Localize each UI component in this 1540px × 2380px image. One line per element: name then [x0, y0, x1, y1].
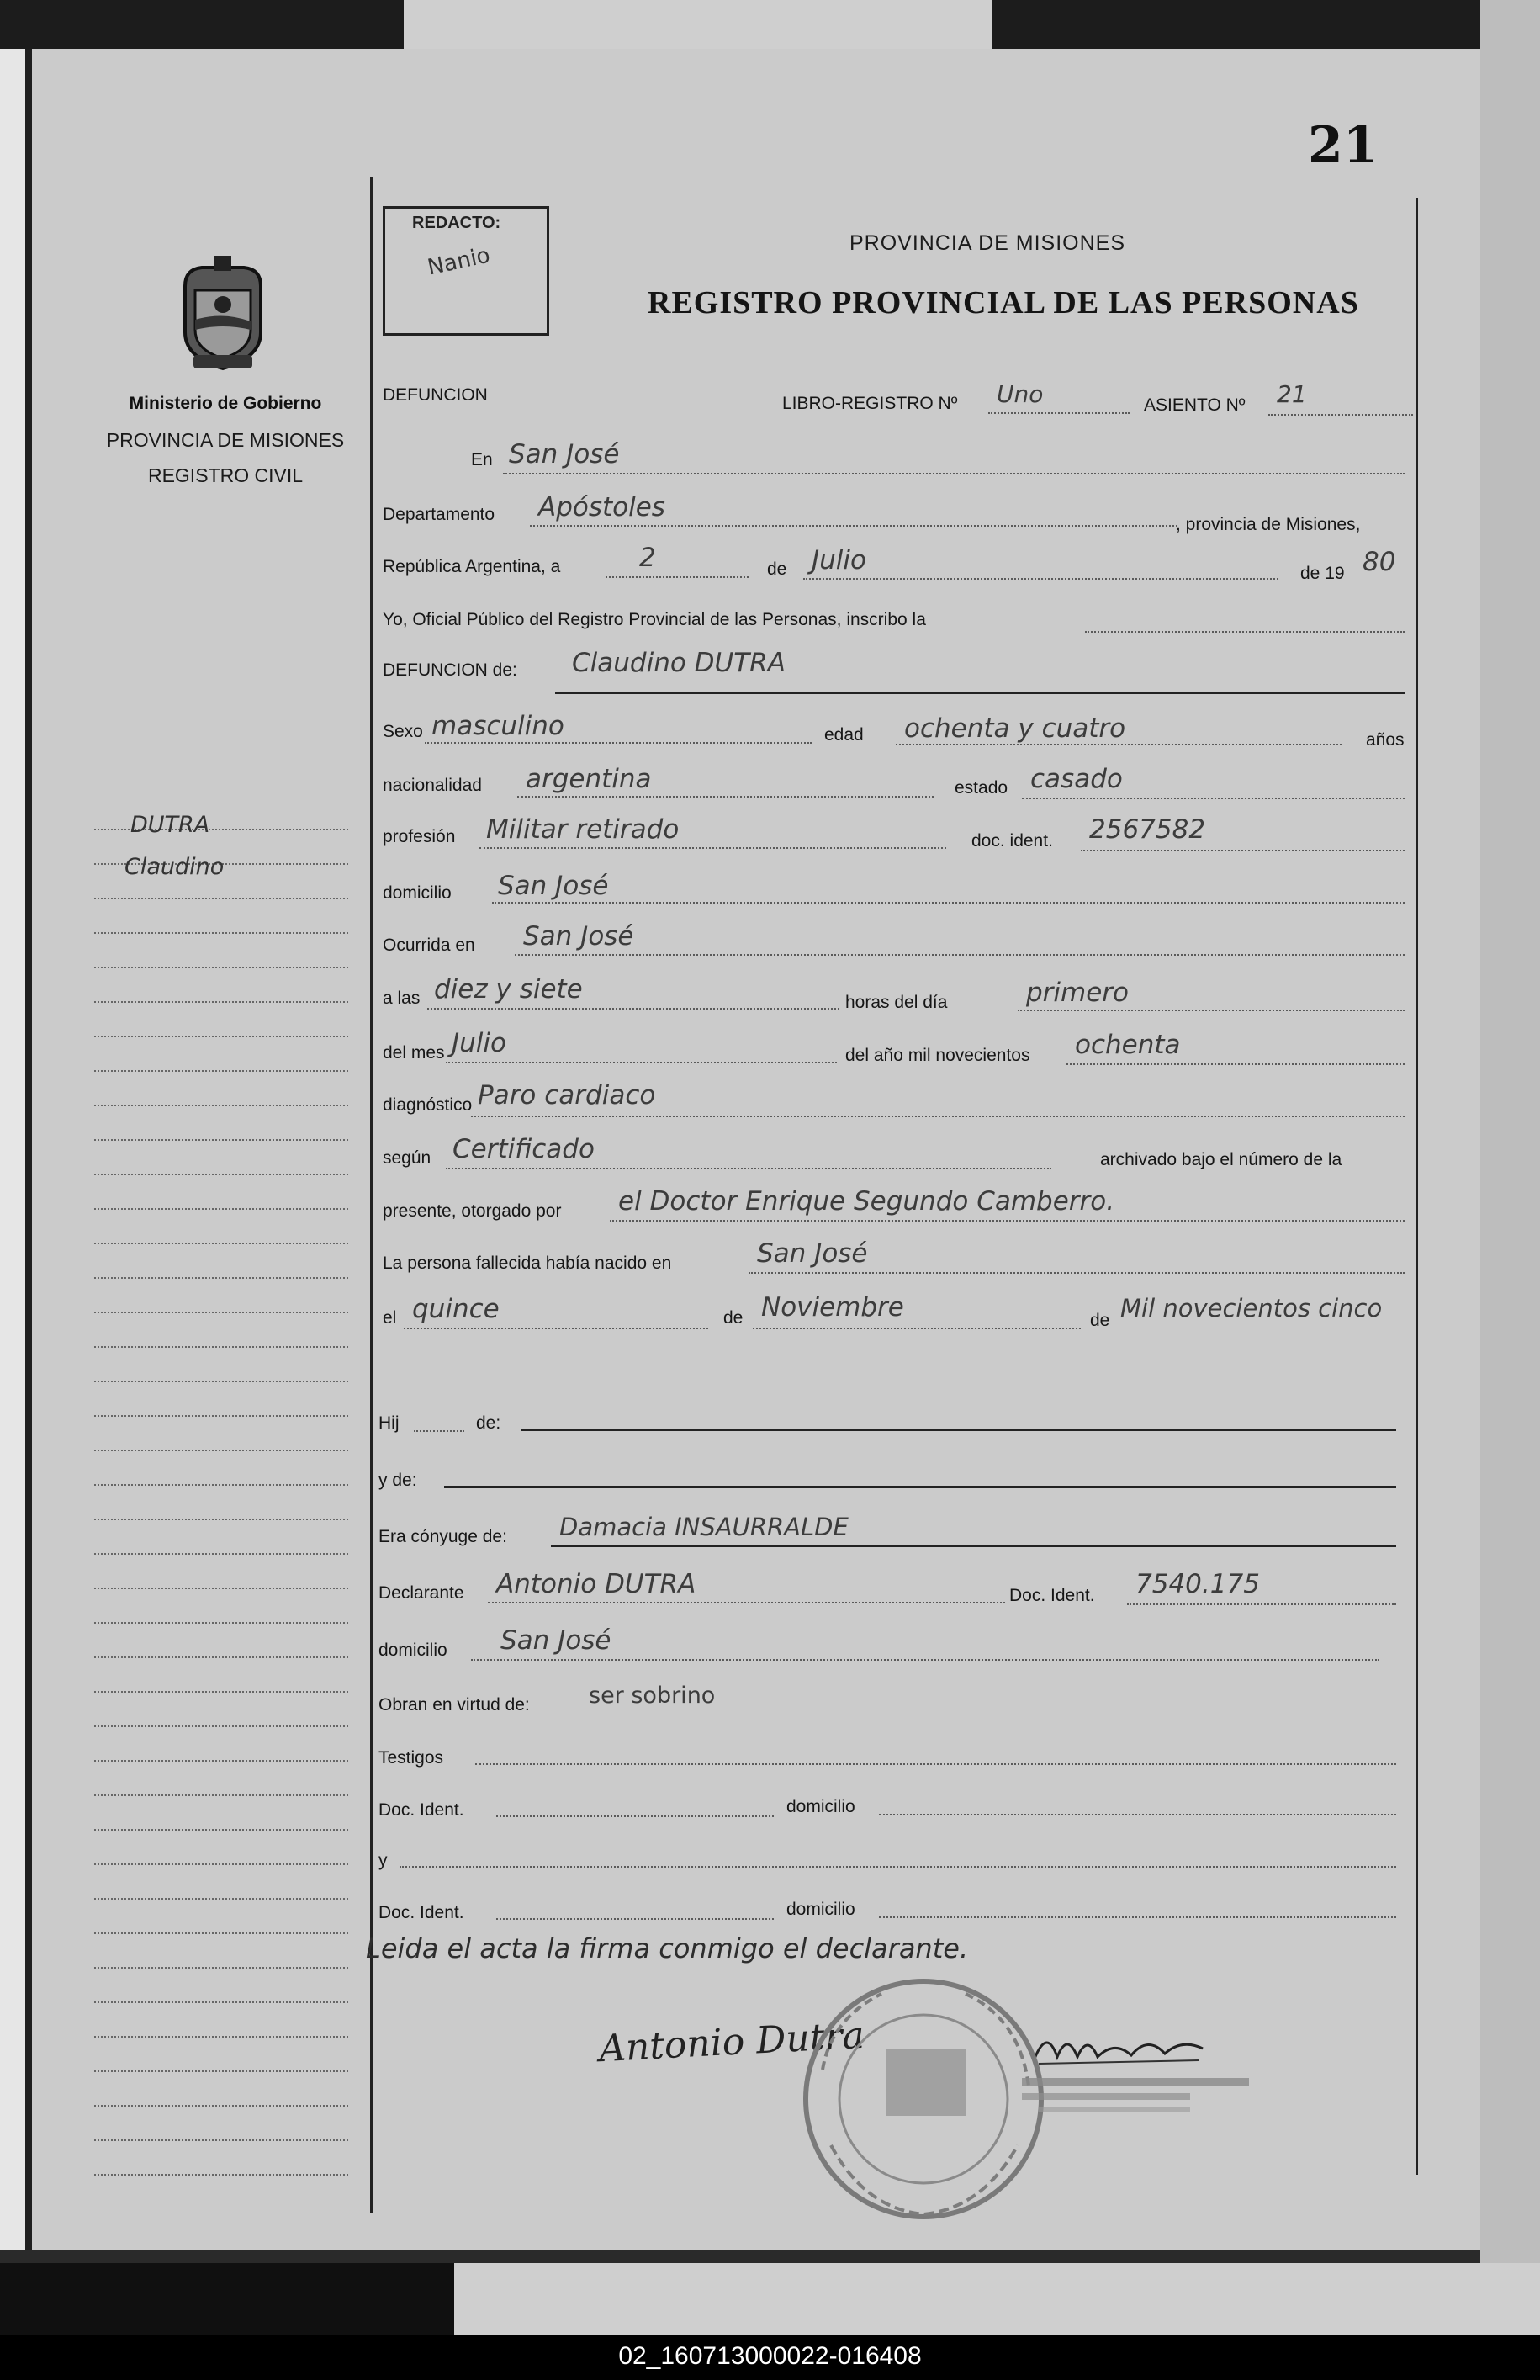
background-right [1480, 0, 1540, 2380]
testigo2-doc-label: Doc. Ident. [378, 1903, 464, 1922]
dia-line [1018, 1010, 1405, 1011]
yo-line [1085, 631, 1405, 633]
margin-ruled-line [94, 1794, 348, 1796]
estado-value: casado [1030, 764, 1123, 794]
sexo-value: masculino [431, 711, 564, 741]
birth-month-line [753, 1328, 1081, 1329]
declarant-signature: Antonio Dutra [597, 2013, 865, 2071]
ministry-province: PROVINCIA DE MISIONES [106, 429, 345, 451]
libro-line [988, 412, 1130, 414]
ministry-registry: REGISTRO CIVIL [147, 464, 304, 486]
margin-ruled-line [94, 1174, 348, 1175]
obran-value: ser sobrino [589, 1683, 716, 1709]
margin-ruled-line [94, 1312, 348, 1313]
nacido-value: San José [757, 1238, 868, 1269]
hij-line [414, 1430, 464, 1432]
month-line [803, 578, 1278, 580]
doc-ident-value: 2567582 [1089, 814, 1206, 845]
redacto-box [383, 206, 549, 336]
coat-of-arms-icon [168, 252, 278, 374]
margin-ruled-line [94, 1105, 348, 1106]
declarante-doc-line [1127, 1603, 1396, 1605]
margin-ruled-line [94, 1001, 348, 1003]
registry-header: REGISTRO PROVINCIAL DE LAS PERSONAS [648, 285, 1359, 321]
testigos-label: Testigos [378, 1748, 444, 1768]
profesion-label: profesión [383, 827, 456, 846]
margin-ruled-line [94, 1932, 348, 1934]
presente-line [610, 1220, 1405, 1222]
margin-ruled-line [94, 1381, 348, 1382]
ocurrida-value: San José [523, 921, 634, 951]
birth-year-value: Mil novecientos cinco [1120, 1294, 1383, 1323]
declarante-domicilio-value: San José [500, 1625, 611, 1656]
doc-ident-line [1081, 850, 1405, 851]
ano-line [1066, 1063, 1405, 1065]
declarante-value: Antonio DUTRA [496, 1569, 696, 1599]
nacido-line [749, 1272, 1405, 1274]
birth-de-label: de [723, 1308, 744, 1328]
margin-ruled-line [94, 898, 348, 899]
margin-ruled-line [94, 2139, 348, 2141]
departamento-value: Apóstoles [538, 492, 665, 522]
obran-label: Obran en virtud de: [378, 1695, 530, 1715]
anos-label: años [1366, 730, 1405, 750]
margin-ruled-line [94, 1484, 348, 1486]
ministry-name: Ministerio de Gobierno [129, 394, 322, 413]
del-ano-label: del año mil novecientos [845, 1046, 1030, 1065]
margin-ruled-line [94, 932, 348, 934]
en-value: San José [509, 439, 620, 469]
ocurrida-label: Ocurrida en [383, 936, 475, 955]
presente-value: el Doctor Enrique Segundo Camberro. [618, 1186, 1115, 1217]
birth-day-value: quince [412, 1294, 500, 1324]
closing-statement: Leida el acta la firma conmigo el declarante. [366, 1932, 969, 1964]
birth-month-value: Noviembre [761, 1292, 904, 1323]
domicilio-line [492, 902, 1405, 904]
margin-given-name: Claudino [124, 854, 225, 880]
testigo-y-line [400, 1866, 1396, 1868]
diagnostico-label: diagnóstico [383, 1095, 473, 1115]
domicilio-label: domicilio [383, 883, 452, 903]
province-header: PROVINCIA DE MISIONES [849, 231, 1126, 255]
domicilio-value: San José [498, 871, 609, 901]
ocurrida-line [515, 954, 1405, 956]
conyuge-value: Damacia INSAURRALDE [559, 1513, 849, 1541]
day-value: 2 [639, 543, 656, 573]
margin-ruled-line [94, 1070, 348, 1072]
mes-value: Julio [452, 1028, 506, 1058]
deceased-name-line [555, 692, 1405, 694]
testigo2-domicilio-line [879, 1916, 1396, 1918]
margin-ruled-line [94, 2105, 348, 2107]
margin-ruled-line [94, 1656, 348, 1658]
testigos-line [475, 1763, 1396, 1765]
year-prefix: de 19 [1300, 564, 1345, 583]
hij-label: Hij [378, 1413, 400, 1433]
declarante-domicilio-line [471, 1659, 1379, 1661]
deceased-name: Claudino DUTRA [572, 648, 786, 678]
conyuge-label: Era cónyuge de: [378, 1527, 507, 1546]
official-signature [1030, 2023, 1207, 2074]
declarante-doc-label: Doc. Ident. [1009, 1586, 1095, 1605]
margin-ruled-line [94, 1829, 348, 1831]
margin-ruled-line [94, 2070, 348, 2072]
margin-ruled-line [94, 967, 348, 968]
el-label: el [383, 1308, 397, 1328]
diagnostico-line [471, 1116, 1405, 1117]
testigo2-domicilio-label: domicilio [786, 1900, 855, 1919]
declarante-label: Declarante [378, 1583, 464, 1603]
record-type-label: DEFUNCION [383, 385, 488, 405]
testigo2-doc-line [496, 1918, 774, 1920]
edad-label: edad [824, 725, 864, 745]
day-line [606, 576, 749, 578]
yo-text: Yo, Oficial Público del Registro Provincial de las Personas, inscribo la [383, 610, 926, 629]
estado-label: estado [955, 778, 1008, 798]
a-las-line [427, 1008, 839, 1010]
presente-label: presente, otorgado por [383, 1201, 562, 1221]
right-border [1416, 198, 1418, 2175]
en-line [503, 473, 1405, 474]
margin-ruled-line [94, 1691, 348, 1693]
margin-ruled-line [94, 2001, 348, 2003]
segun-value: Certificado [452, 1134, 595, 1164]
hij-de-line [521, 1429, 1396, 1431]
margin-ruled-line [94, 1588, 348, 1589]
official-stamp-icon [797, 1969, 1050, 2229]
del-mes-label: del mes [383, 1043, 445, 1063]
margin-ruled-line [94, 1553, 348, 1555]
profesion-value: Militar retirado [486, 814, 680, 845]
segun-line [446, 1168, 1051, 1169]
testigo-y-label: y [378, 1851, 388, 1870]
declarante-domicilio-label: domicilio [378, 1641, 447, 1660]
doc-ident-label: doc. ident. [971, 831, 1053, 851]
background-bottom-light [454, 2263, 1540, 2335]
conyuge-line [551, 1545, 1396, 1547]
official-seal-text-icon [1022, 2071, 1257, 2122]
y-de-label: y de: [378, 1471, 417, 1490]
departamento-label: Departamento [383, 505, 495, 524]
sexo-line [425, 742, 812, 744]
testigo1-doc-line [496, 1815, 774, 1817]
declarante-doc-value: 7540.175 [1135, 1569, 1260, 1599]
margin-ruled-line [94, 1036, 348, 1037]
margin-ruled-line [94, 1450, 348, 1451]
asiento-line [1268, 414, 1413, 416]
diagnostico-value: Paro cardiaco [478, 1080, 656, 1110]
margin-ruled-line [94, 1346, 348, 1348]
departamento-line [530, 525, 1177, 527]
margin-ruled-line [94, 1277, 348, 1279]
edad-line [896, 744, 1342, 745]
margin-ruled-line [94, 1760, 348, 1762]
testigo1-doc-label: Doc. Ident. [378, 1800, 464, 1820]
nacido-label: La persona fallecida había nacido en [383, 1254, 672, 1273]
edad-value: ochenta y cuatro [904, 713, 1126, 744]
page-number: 21 [1308, 116, 1379, 175]
segun-label: según [383, 1148, 431, 1168]
nacionalidad-line [517, 796, 934, 798]
year-value: 80 [1363, 547, 1396, 577]
hij-de-label: de: [476, 1413, 501, 1433]
margin-ruled-line [94, 1725, 348, 1727]
book-spine-edge [0, 49, 25, 2250]
margin-ruled-line [94, 1863, 348, 1865]
sexo-label: Sexo [383, 722, 423, 741]
birth-day-line [404, 1328, 708, 1329]
provincia-suffix: , provincia de Misiones, [1176, 515, 1361, 534]
margin-ruled-line [94, 1139, 348, 1141]
margin-ruled-line [94, 2174, 348, 2176]
testigo1-domicilio-line [879, 1814, 1396, 1815]
libro-label: LIBRO-REGISTRO Nº [782, 394, 958, 413]
de-label: de [767, 559, 787, 579]
redacto-label: REDACTO: [412, 214, 501, 232]
republica-label: República Argentina, a [383, 557, 561, 576]
nacionalidad-value: argentina [526, 764, 652, 794]
margin-ruled-line [94, 1519, 348, 1520]
estado-line [1022, 798, 1405, 799]
testigo1-domicilio-label: domicilio [786, 1797, 855, 1816]
margin-ruled-line [94, 1622, 348, 1624]
mes-line [446, 1062, 837, 1063]
a-las-value: diez y siete [434, 974, 583, 1004]
archivado-label: archivado bajo el número de la [1100, 1150, 1342, 1169]
declarante-line [488, 1602, 1005, 1603]
nacionalidad-label: nacionalidad [383, 776, 482, 795]
redacto-value: Nanio [425, 242, 493, 281]
libro-value: Uno [997, 380, 1044, 408]
background-strip [404, 0, 992, 52]
margin-ruled-line [94, 2036, 348, 2038]
ano-value: ochenta [1075, 1030, 1181, 1060]
defuncion-de-label: DEFUNCION de: [383, 660, 517, 680]
margin-ruled-line [94, 1898, 348, 1900]
margin-surname: DUTRA [130, 812, 210, 838]
margin-ruled-line [94, 1415, 348, 1417]
y-de-line [444, 1486, 1396, 1488]
a-las-label: a las [383, 989, 421, 1008]
en-label: En [471, 450, 493, 469]
horas-label: horas del día [845, 993, 948, 1012]
dia-value: primero [1026, 978, 1130, 1008]
margin-ruled-line [94, 1243, 348, 1244]
asiento-value: 21 [1277, 380, 1307, 408]
margin-ruled-line [94, 1208, 348, 1210]
margin-divider [370, 177, 373, 2213]
birth-de2-label: de [1090, 1311, 1110, 1330]
profesion-line [479, 847, 946, 849]
margin-ruled-line [94, 1967, 348, 1969]
asiento-label: ASIENTO Nº [1144, 395, 1246, 415]
month-value: Julio [812, 545, 866, 575]
footer-image-id: 02_160713000022-016408 [618, 2342, 922, 2370]
